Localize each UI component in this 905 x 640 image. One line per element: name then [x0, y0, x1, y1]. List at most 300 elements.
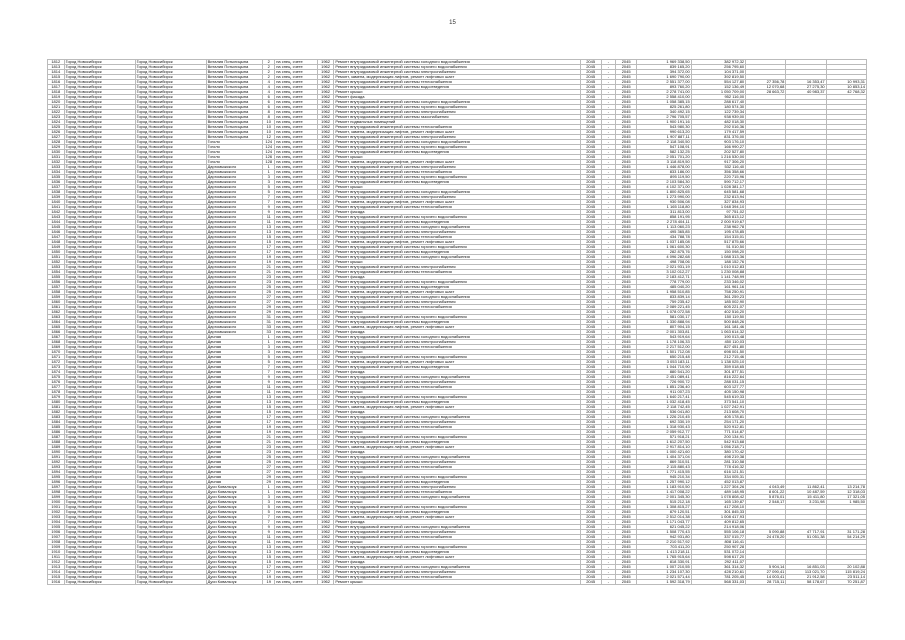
table-cell: Ремонт, замена, модернизация лифтов, ремонт лифтовых шахт — [334, 75, 580, 80]
table-cell: 1 330 888,94 — [637, 320, 691, 325]
table-cell: 1 078 808,42 — [691, 495, 745, 500]
table-cell: Город Новосибирск — [135, 560, 206, 565]
table-cell: - — [601, 170, 615, 175]
table-cell: 1962 — [317, 65, 334, 70]
table-cell: 2045 — [580, 445, 601, 450]
table-cell: 2045 — [580, 90, 601, 95]
table-cell: 2045 — [580, 185, 601, 190]
table-cell: на спец. счете — [275, 540, 318, 545]
table-cell: Город Новосибирск — [64, 330, 135, 335]
table-cell: на спец. счете — [275, 405, 318, 410]
table-cell: 2 548,17 — [746, 500, 786, 505]
table-cell: 1 640 217,41 — [637, 395, 691, 400]
table-cell: на спец. счете — [275, 580, 318, 585]
table-cell: Город Новосибирск — [64, 565, 135, 570]
table-cell: Даргомыжского — [206, 300, 263, 305]
table-cell: на спец. счете — [275, 285, 318, 290]
table-cell: 2045 — [616, 250, 637, 255]
table-cell: 1904 — [48, 520, 65, 525]
table-cell: Ремонт внутридомовой инженерной системы электроснабжения — [334, 70, 580, 75]
table-cell: 2 051 701,20 — [637, 155, 691, 160]
table-cell: Гоголя — [206, 160, 263, 165]
table-cell: - — [601, 340, 615, 345]
table-cell: 1840 — [48, 200, 65, 205]
table-cell: Ремонт внутридомовой инженерной системы горячего водоснабжения — [334, 280, 580, 285]
table-cell: Город Новосибирск — [64, 130, 135, 135]
table-cell: 1962 — [317, 240, 334, 245]
table-cell: 1882 — [48, 410, 65, 415]
table-cell: 1914 — [48, 570, 65, 575]
table-cell: 1877 — [48, 385, 65, 390]
table-cell: Город Новосибирск — [64, 350, 135, 355]
table-cell: Виталия Потылицына — [206, 65, 263, 70]
table-cell: 758 250,91 — [691, 290, 745, 295]
table-cell: 1815 — [48, 75, 65, 80]
table-cell: 698 001,50 — [691, 350, 745, 355]
table-cell: 2045 — [616, 400, 637, 405]
table-cell: 2045 — [580, 255, 601, 260]
table-cell: 214 918,06 — [691, 525, 745, 530]
table-cell: 185 002,90 — [691, 300, 745, 305]
table-cell: Ремонт внутридомовой инженерной системы теплоснабжения — [334, 425, 580, 430]
table-cell: Город Новосибирск — [64, 400, 135, 405]
table-cell: Город Новосибирск — [135, 400, 206, 405]
table-cell: на спец. счете — [275, 425, 318, 430]
table-cell: 1962 — [317, 480, 334, 485]
table-cell: 2045 — [580, 115, 601, 120]
table-cell: Город Новосибирск — [135, 530, 206, 535]
table-cell: 2045 — [616, 500, 637, 505]
table-cell: 212 715,46 — [691, 355, 745, 360]
table-cell: Город Новосибирск — [64, 385, 135, 390]
table-cell: - — [601, 140, 615, 145]
table-cell: 1962 — [317, 555, 334, 560]
table-cell: 340 492,15 — [637, 110, 691, 115]
table-cell: 1962 — [317, 570, 334, 575]
table-cell: на спец. счете — [275, 135, 318, 140]
table-cell: - — [601, 560, 615, 565]
table-cell: 2 551 377,00 — [637, 80, 691, 85]
table-cell: 2045 — [580, 425, 601, 430]
table-cell: Город Новосибирск — [64, 270, 135, 275]
table-cell: 1855 — [48, 275, 65, 280]
table-cell: 1858 — [48, 290, 65, 295]
table-cell: 1962 — [317, 340, 334, 345]
table-cell: Ремонт внутридомовой инженерной системы теплоснабжения — [334, 575, 580, 580]
table-cell: 2045 — [580, 335, 601, 340]
table-cell: 1 227 304,26 — [691, 485, 745, 490]
table-cell: 2045 — [580, 345, 601, 350]
table-cell: 1962 — [317, 180, 334, 185]
table-cell: Ремонт внутридомовой инженерной системы водоотведения — [334, 285, 580, 290]
table-cell: на спец. счете — [275, 75, 318, 80]
table-cell: на спец. счете — [275, 395, 318, 400]
table-cell: - — [601, 575, 615, 580]
table-cell: 2045 — [580, 250, 601, 255]
table-cell: 2045 — [580, 275, 601, 280]
table-cell: Город Новосибирск — [64, 145, 135, 150]
table-cell: на спец. счете — [275, 535, 318, 540]
table-cell: 1962 — [317, 535, 334, 540]
table-cell: 97 751,02 — [691, 210, 745, 215]
table-cell: 5 — [263, 505, 275, 510]
table-cell: на спец. счете — [275, 390, 318, 395]
table-cell: 2045 — [580, 495, 601, 500]
table-cell: Ремонт крыши — [334, 580, 580, 585]
table-cell: Город Новосибирск — [135, 150, 206, 155]
table-cell: Даргомыжского — [206, 175, 263, 180]
table-cell: Даргомыжского — [206, 285, 263, 290]
table-cell: Город Новосибирск — [135, 290, 206, 295]
table-cell: Город Новосибирск — [135, 525, 206, 530]
table-cell: 515 212,18 — [637, 500, 691, 505]
table-cell: - — [601, 420, 615, 425]
table-cell: 2045 — [616, 280, 637, 285]
table-cell: 547 108,91 — [637, 145, 691, 150]
table-cell: Ремонт внутридомовой инженерной системы водоотведения — [334, 510, 580, 515]
table-cell: 2045 — [616, 155, 637, 160]
table-cell: Город Новосибирск — [135, 255, 206, 260]
table-cell: - — [601, 255, 615, 260]
table-cell: Город Новосибирск — [64, 180, 135, 185]
table-cell: Ремонт фасада — [334, 520, 580, 525]
table-cell: 20 102,88 — [826, 565, 866, 570]
table-cell: 2045 — [616, 140, 637, 145]
table-cell: 1962 — [317, 575, 334, 580]
table-cell: 869 310,51 — [637, 460, 691, 465]
table-cell: 903 176,10 — [691, 140, 745, 145]
table-cell: 25 — [263, 460, 275, 465]
table-cell: 40 983,37 — [786, 90, 826, 95]
table-cell: Дачная — [206, 350, 263, 355]
table-cell: Город Новосибирск — [64, 190, 135, 195]
table-cell: Дачная — [206, 415, 263, 420]
table-cell: 2045 — [580, 210, 601, 215]
table-cell: 1837 — [48, 185, 65, 190]
table-cell: Город Новосибирск — [64, 195, 135, 200]
table-cell: 2045 — [580, 450, 601, 455]
table-cell: 1962 — [317, 185, 334, 190]
table-cell: 2045 — [616, 385, 637, 390]
table-cell: 1962 — [317, 80, 334, 85]
table-cell: - — [601, 495, 615, 500]
table-cell: на спец. счете — [275, 120, 318, 125]
table-cell: 1864 — [48, 320, 65, 325]
table-cell: на спец. счете — [275, 190, 318, 195]
table-cell: Даргомыжского — [206, 165, 263, 170]
table-cell: Город Новосибирск — [64, 150, 135, 155]
table-cell: Город Новосибирск — [64, 380, 135, 385]
table-cell: на спец. счете — [275, 310, 318, 315]
table-cell: Город Новосибирск — [135, 155, 206, 160]
table-cell: Город Новосибирск — [64, 435, 135, 440]
table-cell: Ремонт внутридомовой инженерной системы горячего водоснабжения — [334, 215, 580, 220]
table-cell: 17 — [263, 245, 275, 250]
capital-repair-table-container — [47, 59, 867, 584]
table-cell: 1870 — [48, 350, 65, 355]
table-cell: - — [601, 415, 615, 420]
table-cell: 15 — [263, 560, 275, 565]
table-cell: Виталия Потылицына — [206, 70, 263, 75]
table-cell: Город Новосибирск — [135, 410, 206, 415]
table-cell: 1 — [263, 485, 275, 490]
table-cell: 1876 — [48, 380, 65, 385]
table-cell: Город Новосибирск — [135, 550, 206, 555]
table-cell: 1841 — [48, 205, 65, 210]
table-cell: 1873 — [48, 365, 65, 370]
table-cell: Дуси Ковальчук — [206, 495, 263, 500]
table-cell: 292 411,07 — [691, 560, 745, 565]
table-cell: 25 — [263, 455, 275, 460]
table-cell: Даргомыжского — [206, 265, 263, 270]
table-cell: Город Новосибирск — [64, 505, 135, 510]
table-cell: 124 — [263, 140, 275, 145]
table-cell: на спец. счете — [275, 175, 318, 180]
table-cell: Даргомыжского — [206, 235, 263, 240]
table-cell: 25 — [263, 290, 275, 295]
table-cell: 1962 — [317, 270, 334, 275]
table-cell: 161 961,16 — [691, 285, 745, 290]
table-cell: 238 962,78 — [691, 225, 745, 230]
table-cell: 1905 — [48, 525, 65, 530]
table-cell: Город Новосибирск — [64, 520, 135, 525]
table-cell: Дачная — [206, 345, 263, 350]
table-cell: 1819 — [48, 95, 65, 100]
table-cell: Дачная — [206, 465, 263, 470]
table-cell: 4 096 282,68 — [637, 255, 691, 260]
table-cell: 33 — [263, 330, 275, 335]
table-cell: 1 985,50 — [826, 500, 866, 505]
table-cell: - — [601, 580, 615, 585]
table-cell: Город Новосибирск — [135, 325, 206, 330]
table-cell: 603 127,77 — [691, 385, 745, 390]
table-cell: 58 178,67 — [786, 580, 826, 585]
table-cell: Дуси Ковальчук — [206, 555, 263, 560]
table-cell: - — [601, 400, 615, 405]
table-cell: 47 717,91 — [786, 530, 826, 535]
table-cell: Виталия Потылицына — [206, 105, 263, 110]
table-cell: на спец. счете — [275, 525, 318, 530]
table-cell: 1962 — [317, 495, 334, 500]
table-cell: 33 — [263, 325, 275, 330]
table-cell: - — [601, 500, 615, 505]
table-cell: на спец. счете — [275, 450, 318, 455]
table-cell: - — [601, 385, 615, 390]
table-cell: 1962 — [317, 100, 334, 105]
table-cell: Город Новосибирск — [135, 545, 206, 550]
table-cell: Ремонт внутридомовой инженерной системы теплоснабжения — [334, 170, 580, 175]
table-cell: на спец. счете — [275, 100, 318, 105]
table-cell: 2045 — [616, 370, 637, 375]
table-cell: 1839 — [48, 195, 65, 200]
table-cell: Ремонт, замена, модернизация лифтов, ремонт лифтовых шахт — [334, 445, 580, 450]
table-cell: Ремонт внутридомовой инженерной системы водоотведения — [334, 550, 580, 555]
table-cell: 1 027 242,91 — [691, 405, 745, 410]
table-cell: Город Новосибирск — [135, 445, 206, 450]
table-cell: Город Новосибирск — [135, 385, 206, 390]
table-cell: - — [601, 205, 615, 210]
table-cell: 220 715,96 — [691, 175, 745, 180]
table-cell: 19 — [263, 430, 275, 435]
table-cell: 301 845,33 — [691, 510, 745, 515]
table-cell: 952 116,00 — [691, 95, 745, 100]
table-cell: 2045 — [580, 85, 601, 90]
table-cell: 2045 — [580, 200, 601, 205]
table-cell: Город Новосибирск — [135, 185, 206, 190]
table-cell: 520 912,81 — [691, 425, 745, 430]
table-cell: Город Новосибирск — [64, 265, 135, 270]
table-cell: Ремонт внутридомовой инженерной системы электроснабжения — [334, 485, 580, 490]
table-cell: 2045 — [580, 70, 601, 75]
table-cell: 1962 — [317, 245, 334, 250]
table-cell: 2045 — [580, 570, 601, 575]
table-cell: Город Новосибирск — [64, 230, 135, 235]
table-cell: - — [601, 65, 615, 70]
table-cell: - — [601, 525, 615, 530]
table-cell: 2045 — [580, 300, 601, 305]
table-cell: 1 — [263, 335, 275, 340]
table-cell: 1845 — [48, 225, 65, 230]
table-cell: Ремонт фасада — [334, 560, 580, 565]
table-cell: 1898 — [48, 490, 65, 495]
table-cell: Город Новосибирск — [64, 60, 135, 65]
table-cell: 807 904,15 — [637, 325, 691, 330]
table-cell: 51 010,50 — [691, 245, 745, 250]
table-cell: 3 — [263, 180, 275, 185]
table-cell: 1863 — [48, 315, 65, 320]
table-cell: 1912 — [48, 560, 65, 565]
table-cell: 498 708,06 — [637, 260, 691, 265]
table-cell: 555 106,18 — [691, 530, 745, 535]
table-cell: 1 000 421,60 — [637, 450, 691, 455]
table-cell: - — [601, 530, 615, 535]
table-cell: на спец. счете — [275, 95, 318, 100]
table-cell: 554 127,80 — [691, 80, 745, 85]
table-cell: 21 — [263, 440, 275, 445]
table-cell: 3 — [263, 175, 275, 180]
table-cell: 942 931,80 — [637, 535, 691, 540]
table-cell: 2045 — [616, 230, 637, 235]
table-cell: Даргомыжского — [206, 290, 263, 295]
table-cell: на спец. счете — [275, 265, 318, 270]
table-cell: Город Новосибирск — [135, 90, 206, 95]
table-cell: 2045 — [616, 125, 637, 130]
table-cell: 1 078 072,58 — [637, 310, 691, 315]
table-cell: на спец. счете — [275, 340, 318, 345]
table-cell: Город Новосибирск — [135, 295, 206, 300]
table-cell: 4 043,49 — [746, 485, 786, 490]
table-cell: 29 — [263, 480, 275, 485]
table-cell: 1962 — [317, 160, 334, 165]
table-cell: - — [601, 555, 615, 560]
table-cell: Город Новосибирск — [135, 350, 206, 355]
table-cell: 21 — [263, 265, 275, 270]
table-cell: 19 — [263, 255, 275, 260]
table-cell: 1836 — [48, 180, 65, 185]
table-cell: на спец. счете — [275, 445, 318, 450]
table-cell: на спец. счете — [275, 215, 318, 220]
table-cell: на спец. счете — [275, 330, 318, 335]
table-cell: 2045 — [580, 330, 601, 335]
table-cell: на спец. счете — [275, 260, 318, 265]
table-cell: 6 — [263, 105, 275, 110]
table-cell: 1962 — [317, 410, 334, 415]
table-cell: Даргомыжского — [206, 250, 263, 255]
table-cell: на спец. счете — [275, 140, 318, 145]
table-cell: 10 993,31 — [826, 80, 866, 85]
table-cell: Город Новосибирск — [135, 240, 206, 245]
table-cell: 1911 — [48, 555, 65, 560]
table-cell: Ремонт, замена, модернизация лифтов, ремонт лифтовых шахт — [334, 555, 580, 560]
table-cell: - — [601, 325, 615, 330]
table-cell: на спец. счете — [275, 380, 318, 385]
table-cell: 16 851,03 — [786, 565, 826, 570]
table-cell: 2045 — [616, 425, 637, 430]
table-cell: 288 617,40 — [691, 100, 745, 105]
table-cell: 1 446 878,00 — [637, 165, 691, 170]
table-cell: Даргомыжского — [206, 220, 263, 225]
table-cell: 1962 — [317, 195, 334, 200]
table-cell: Виталия Потылицына — [206, 115, 263, 120]
table-cell: 301 877,51 — [691, 370, 745, 375]
table-cell: Ремонт внутридомовой инженерной системы теплоснабжения — [334, 385, 580, 390]
table-cell: - — [601, 115, 615, 120]
table-cell: 1962 — [317, 500, 334, 505]
table-cell: Город Новосибирск — [64, 550, 135, 555]
table-cell: Город Новосибирск — [64, 445, 135, 450]
table-cell: 2045 — [580, 365, 601, 370]
table-cell: 2045 — [616, 265, 637, 270]
table-cell: 2045 — [580, 565, 601, 570]
table-cell: 2045 — [580, 80, 601, 85]
table-cell: Город Новосибирск — [64, 430, 135, 435]
table-cell: Дачная — [206, 470, 263, 475]
table-cell: 5 — [263, 355, 275, 360]
table-cell: 1962 — [317, 205, 334, 210]
table-cell: 1962 — [317, 295, 334, 300]
table-cell: 2045 — [616, 570, 637, 575]
table-cell: Даргомыжского — [206, 180, 263, 185]
table-cell: Виталия Потылицына — [206, 85, 263, 90]
table-cell: Город Новосибирск — [64, 560, 135, 565]
table-cell: 1868 — [48, 340, 65, 345]
table-cell: Город Новосибирск — [135, 435, 206, 440]
table-cell: 1 417 008,22 — [637, 490, 691, 495]
table-cell: на спец. счете — [275, 430, 318, 435]
table-cell: 582 132,25 — [637, 150, 691, 155]
table-cell: 1886 — [48, 430, 65, 435]
table-cell: Ремонт внутридомовой инженерной системы холодного водоснабжения — [334, 295, 580, 300]
table-cell: - — [601, 430, 615, 435]
table-cell: - — [601, 100, 615, 105]
table-cell: Ремонт, замена, модернизация лифтов, ремонт лифтовых шахт — [334, 160, 580, 165]
table-cell: на спец. счете — [275, 230, 318, 235]
table-cell: - — [601, 485, 615, 490]
table-cell: Город Новосибирск — [64, 115, 135, 120]
table-cell: - — [601, 225, 615, 230]
table-cell: 1962 — [317, 565, 334, 570]
table-cell: - — [601, 315, 615, 320]
table-cell: 1892 — [48, 460, 65, 465]
table-cell: Ремонт внутридомовой инженерной системы теплоснабжения — [334, 205, 580, 210]
table-cell: 2045 — [616, 520, 637, 525]
table-cell: 542 913,68 — [691, 440, 745, 445]
table-cell: 2 059 912,77 — [637, 430, 691, 435]
table-cell: 1889 — [48, 445, 65, 450]
table-cell: Город Новосибирск — [64, 70, 135, 75]
table-cell: 2045 — [580, 420, 601, 425]
table-cell: на спец. счете — [275, 480, 318, 485]
